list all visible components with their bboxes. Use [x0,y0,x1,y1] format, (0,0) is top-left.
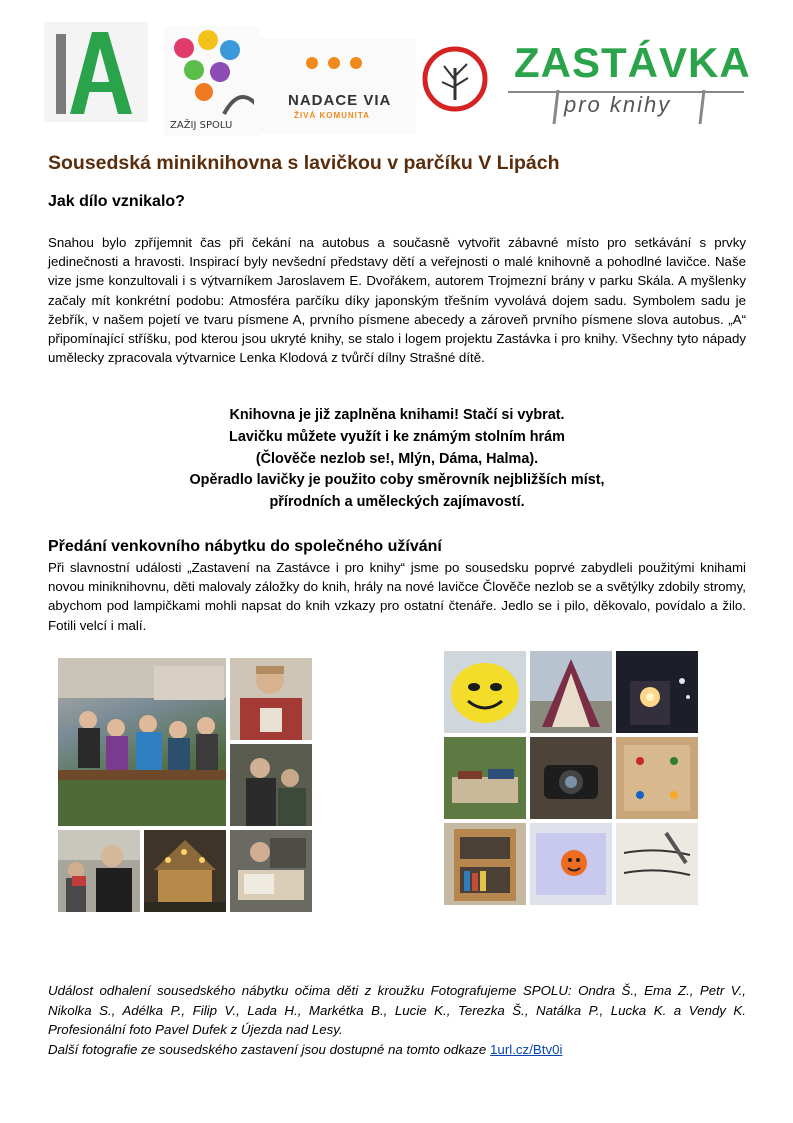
zastavka-title: ZASTÁVKA [514,39,751,86]
credits-text: Událost odhalení sousedského nábytku očima děti z kroužku Fotografujeme SPOLU: Ondra Š., Ema Z., Petr V., Nikolka S., Adélka P., Filip V., Lada H., Markétka B., Lucie K., Terezka Š., Natálka P., Lucka K. a Vendy K. Profesionální foto Pavel Dufek z Újezda nad Lesy. [48,983,746,1037]
photo-collage-left [58,658,312,912]
zazij-spolu-logo [164,26,260,136]
section1-text: Snahou bylo zpříjemnit čas při čekání na autobus a současně vytvořit zábavné místo pro setkávání s prvky jedinečnosti a hravosti. Inspirací byly nevšední představy dětí a veřejnosti o malé knihovně a pohodlné lavičce. Naše vize jsme konzultovali i s výtvarníkem Jaroslavem E. Dvořákem, autorem Trojmezní brány v parku Skála. A myšlenky začaly mít konkrétní podobu: Atmosféra parčíku díky japonským třešním vyvolává dojem sadu. Symbolem sadu je žebřík, v našem pojetí ve tvaru písmene A, prvního písmene abecedy a zároveň prvního písmene slova autobus. „A“ připomínající stříšku, pod kterou jsou ukryté knihy, se stalo i logem projektu Zastávka i pro knihy. Všechny tyto nápady umělecky zpracovala výtvarnice Lenka Klodová z tvůrčí dílny Strašné dítě. [48,235,746,366]
via-name: NADACE VIA [288,92,392,109]
photo-children-bench [58,658,226,826]
photo-writing-message [616,823,698,905]
highlight-line: (Člověče nezlob se!, Mlýn, Dáma, Halma). [255,450,539,467]
highlight-line: přírodních a uměleckých zajímavostí. [269,494,525,511]
zastavka-logo [504,40,754,136]
a-project-logo [44,22,148,122]
photo-adults-lanterns [230,744,312,826]
photo-sun-drawing [530,823,612,905]
photo-man-speaking [58,830,140,912]
photo-credits [48,981,746,1059]
photo-board-game [616,737,698,819]
highlight-block [48,405,746,514]
section1-heading: Jak dílo vznikalo? [48,193,185,210]
photo-smiley-lantern [444,651,526,733]
photo-collage-right [444,651,698,905]
photo-candle [616,651,698,733]
logo-bar [44,22,754,142]
via-tagline: ŽIVÁ KOMUNITA [294,111,370,120]
photo-books-table [444,737,526,819]
photo-evening-tent [144,830,226,912]
section2-text: Při slavnostní události „Zastavení na Zastávce i pro knihy“ jsme po sousedsku poprvé zabydleli použitými knihami novou miniknihovnu, děti malovaly záložky do knih, hrály na nové lavičce Člověče nezlob se a světýlky zdobily stromy, abychom pod lampičkami mohli napsat do knih vzkazy pro ostatní čtenáře. Jedlo se i pilo, děkovalo, povídalo a žilo. Fotili velcí i malí. [48,560,746,633]
photo-book-tent [530,651,612,733]
photo-camera-kid [530,737,612,819]
zazij-spolu-text: ZAŽIJ SPOLU [170,120,233,131]
more-photos-text: Další fotografie ze sousedského zastavení jsou dostupné na tomto odkaze [48,1041,491,1057]
zastavka-subtitle: pro knihy [564,92,672,117]
highlight-line: Opěradlo lavičky je použito coby směrovník nejbližších míst, [189,472,605,489]
section2-heading: Předání venkovního nábytku do společného užívání [48,538,442,555]
more-photos-link[interactable]: 1url.cz/Btv0i [490,1041,563,1057]
tree-stamp-logo [422,46,488,112]
photo-writing-books [230,830,312,912]
highlight-line: Knihovna je již zaplněna knihami! Stačí si vybrat. [229,407,565,423]
page-title: Sousedská miniknihovna s lavičkou v parčíku V Lipách [48,152,560,174]
highlight-line: Lavičku můžete využít i ke známým stolním hrám [229,428,565,445]
nadace-via-logo [254,38,416,134]
photo-girl-plaid [230,658,312,740]
photo-bookshelf [444,823,526,905]
